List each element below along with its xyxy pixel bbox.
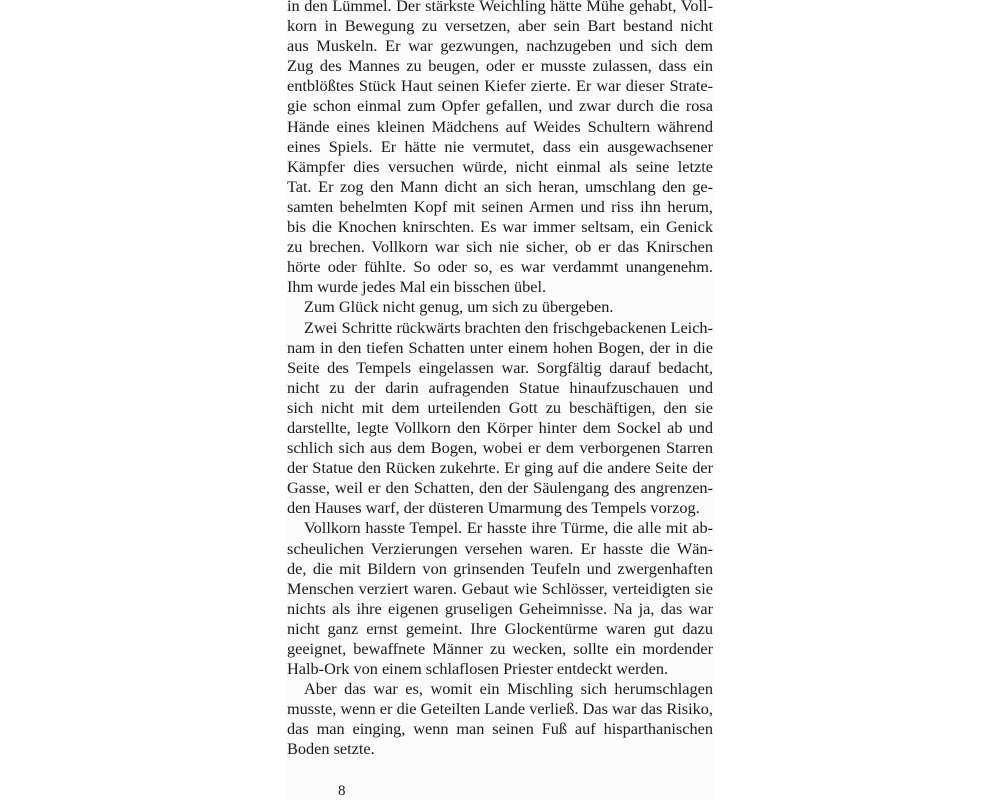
text-line: Hände eines kleinen Mädchens auf Weides Schultern während — [287, 116, 713, 136]
text-line: schlich sich aus dem Bogen, wobei er dem verborgenen Starren — [287, 438, 713, 458]
text-line: Aber das war es, womit ein Mischling sich herumschlagen — [304, 679, 713, 699]
text-line: sich nicht mit dem urteilenden Gott zu beschäftigen, den sie — [287, 397, 713, 417]
text-line: scheulichen Verzierungen versehen waren. Er hasste die Wän- — [287, 538, 713, 558]
text-line: Menschen verziert waren. Gebaut wie Schlösser, verteidigten sie — [287, 578, 713, 598]
text-line: nicht zu der darin aufragenden Statue hinaufzuschauen und — [287, 377, 713, 397]
text-line: nicht ganz ernst gemeint. Ihre Glockentürme waren gut dazu — [287, 618, 713, 638]
text-line: nichts als ihre eigenen gruseligen Geheimnisse. Na ja, das war — [287, 598, 713, 618]
text-line: den Hauses warf, der düsteren Umarmung des Tempels vorzog. — [287, 498, 700, 518]
text-line: der Statue den Rücken zukehrte. Er ging auf die andere Seite der — [287, 458, 713, 478]
text-line: Ihm wurde jedes Mal ein bisschen übel. — [287, 277, 547, 297]
text-line: Kämpfer dies versuchen würde, nicht einmal als seine letzte — [287, 156, 713, 176]
text-line: Tat. Er zog den Mann dicht an sich heran, umschlang den ge- — [287, 176, 713, 196]
text-line: Gasse, weil er den Schatten, den der Säulengang des angrenzen- — [287, 478, 713, 498]
text-line: korn in Bewegung zu versetzen, aber sein Bart bestand nicht — [287, 16, 713, 36]
text-line: in den Lümmel. Der stärkste Weichling hätte Mühe gehabt, Voll- — [287, 0, 713, 15]
paragraph — [287, 318, 713, 519]
text-line: geeignet, bewaffnete Männer zu wecken, sollte ein mordender — [287, 639, 713, 658]
paragraph — [287, 297, 713, 317]
text-line: entblößtes Stück Haut seinen Kiefer zierte. Er war dieser Strate- — [287, 76, 713, 96]
text-line: eines Spiels. Er hätte nie vermutet, dass ein ausgewachsener — [287, 136, 713, 156]
paragraph — [287, 679, 713, 759]
text-line: de, die mit Bildern von grinsenden Teufeln und zwergenhaften — [287, 558, 713, 578]
text-line: nam in den tiefen Schatten unter einem hohen Bogen, der in die — [287, 337, 713, 357]
text-line: Halb-Ork von einem schlaflosen Priester entdeckt werden. — [287, 659, 669, 679]
text-line: darstellte, legte Vollkorn den Körper hinter dem Sockel ab und — [287, 417, 713, 437]
text-line: gie schon einmal zum Opfer gefallen, und zwar durch die rosa — [287, 96, 713, 116]
paragraph — [287, 0, 713, 297]
text-line: Zwei Schritte rückwärts brachten den frischgebackenen Leich- — [304, 317, 713, 337]
text-line: Zum Glück nicht genug, um sich zu übergeben. — [304, 297, 614, 317]
text-line: samten behelmten Kopf mit seinen Armen und riss ihn herum, — [287, 196, 713, 216]
text-line: bis die Knochen knirschten. Es war immer seltsam, ein Genick — [287, 217, 713, 237]
body-text — [287, 0, 713, 760]
text-line: Seite des Tempels eingelassen war. Sorgfältig darauf bedacht, — [287, 357, 713, 377]
text-line: Vollkorn hasste Tempel. Er hasste ihre Türme, die alle mit ab- — [304, 518, 713, 538]
paragraph — [287, 518, 713, 679]
text-line: Boden setzte. — [287, 739, 375, 759]
text-line: zu brechen. Vollkorn war sich nie sicher, ob er das Knirschen — [287, 237, 713, 257]
text-line: musste, wenn er die Geteilten Lande verließ. Das war das Risiko, — [287, 699, 713, 719]
text-line: das man einging, wenn man seinen Fuß auf hisparthanischen — [287, 719, 713, 739]
text-line: aus Muskeln. Er war gezwungen, nachzugeben und sich dem — [287, 36, 713, 56]
page-number: 8 — [338, 783, 346, 799]
text-line: Zug des Mannes zu beugen, oder er musste zulassen, dass ein — [287, 56, 713, 76]
text-line: hörte oder fühlte. So oder so, es war verdammt unangenehm. — [287, 257, 713, 277]
